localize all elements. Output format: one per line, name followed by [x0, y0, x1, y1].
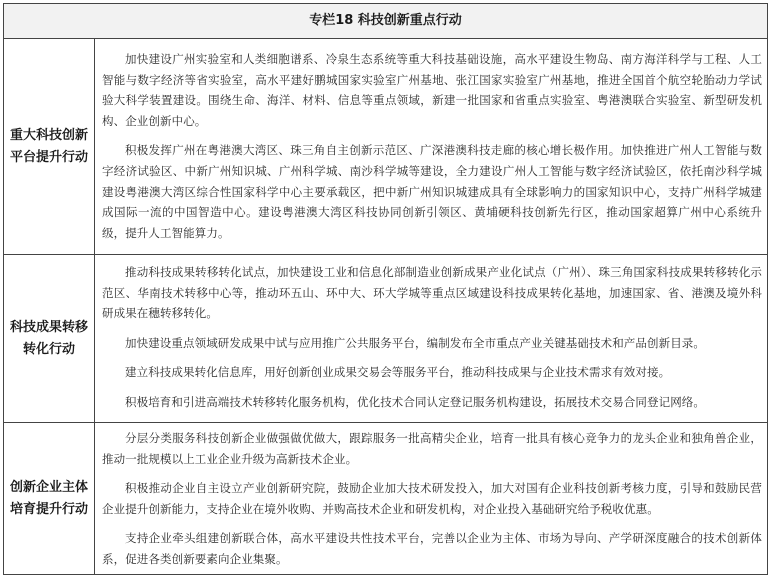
paragraph: 加快建设重点领域研发成果中试与应用推广公共服务平台，编制发布全市重点产业关键基础技术和产品创新目录。	[125, 335, 705, 350]
section-label-text: 创新企业主体培育提升行动	[9, 479, 88, 517]
paragraph: 推动科技成果转移转化试点，加快建设工业和信息化部制造业创新成果产业化试点（广州）、珠三角国家科技成果转移转化示范区、华南技术转移中心等，推动环五山、环中大、环大学城等重点区域建设科技成果转化基地，加速国家、省、港澳及境外科研成果在穗转移转化。	[102, 265, 762, 321]
section-content	[102, 428, 762, 570]
section-label	[4, 423, 95, 574]
section-label-text: 科技成果转移转化行动	[9, 319, 88, 357]
section-enterprise	[4, 423, 767, 574]
paragraph: 分层分类服务科技创新企业做强做优做大，跟踪服务一批高精尖企业，培育一批具有核心竞争力的龙头企业和独角兽企业，推动一批规模以上工业企业升级为高新技术企业。	[102, 431, 762, 466]
box-title: 专栏18 科技创新重点行动	[4, 4, 767, 39]
paragraph: 积极培育和引进高端技术转移转化服务机构，优化技术合同认定登记服务机构建设，拓展技术交易合同登记网络。	[125, 394, 705, 409]
paragraph: 加快建设广州实验室和人类细胞谱系、冷泉生态系统等重大科技基础设施，高水平建设生物岛、南方海洋科学与工程、人工智能与数字经济等省实验室，高水平建好鹏城国家实验室广州基地、张江国家实验室广州基地，推进全国首个航空轮胎动力学试验大科学装置建设。围绕生命、海洋、材料、信息等重点领域，新建一批国家和省重点实验室、粤港澳联合实验室、新型研发机构、企业创新中心。	[102, 52, 762, 128]
paragraph: 积极发挥广州在粤港澳大湾区、珠三角自主创新示范区、广深港澳科技走廊的核心增长极作用。加快推进广州人工智能与数字经济试验区、中新广州知识城、广州科学城、南沙科学城等建设，全力建设广州人工智能与数字经济试验区，依托南沙科学城建设粤港澳大湾区综合性国家科学中心主要承载区，把中新广州知识城建成具有全球影响力的国家知识中心，支持广州科学城建成国际一流的中国智造中心。建设粤港澳大湾区科技协同创新引领区、黄埔硬科技创新先行区，推动国家超算广州中心系统升级，提升人工智能算力。	[102, 143, 762, 240]
paragraph: 建立科技成果转化信息库，用好创新创业成果交易会等服务平台，推动科技成果与企业技术需求有效对接。	[125, 365, 671, 380]
section-platform	[4, 39, 767, 255]
section-label	[4, 39, 95, 254]
section-label-text: 重大科技创新平台提升行动	[9, 127, 88, 165]
feature-box	[3, 3, 768, 575]
paragraph: 积极推动企业自主设立产业创新研究院，鼓励企业加大技术研发投入，加大对国有企业科技创新考核力度，引导和鼓励民营企业提升创新能力，支持企业在境外收购、并购高技术企业和研发机构，对企业投入基础研究给予税收优惠。	[102, 481, 762, 516]
section-label	[4, 255, 95, 422]
paragraph: 支持企业牵头组建创新联合体，高水平建设共性技术平台，完善以企业为主体、市场为导向、产学研深度融合的技术创新体系，促进各类创新要素向企业集聚。	[102, 531, 762, 566]
section-content	[102, 49, 762, 243]
section-content	[102, 262, 762, 413]
section-transfer	[4, 255, 767, 423]
